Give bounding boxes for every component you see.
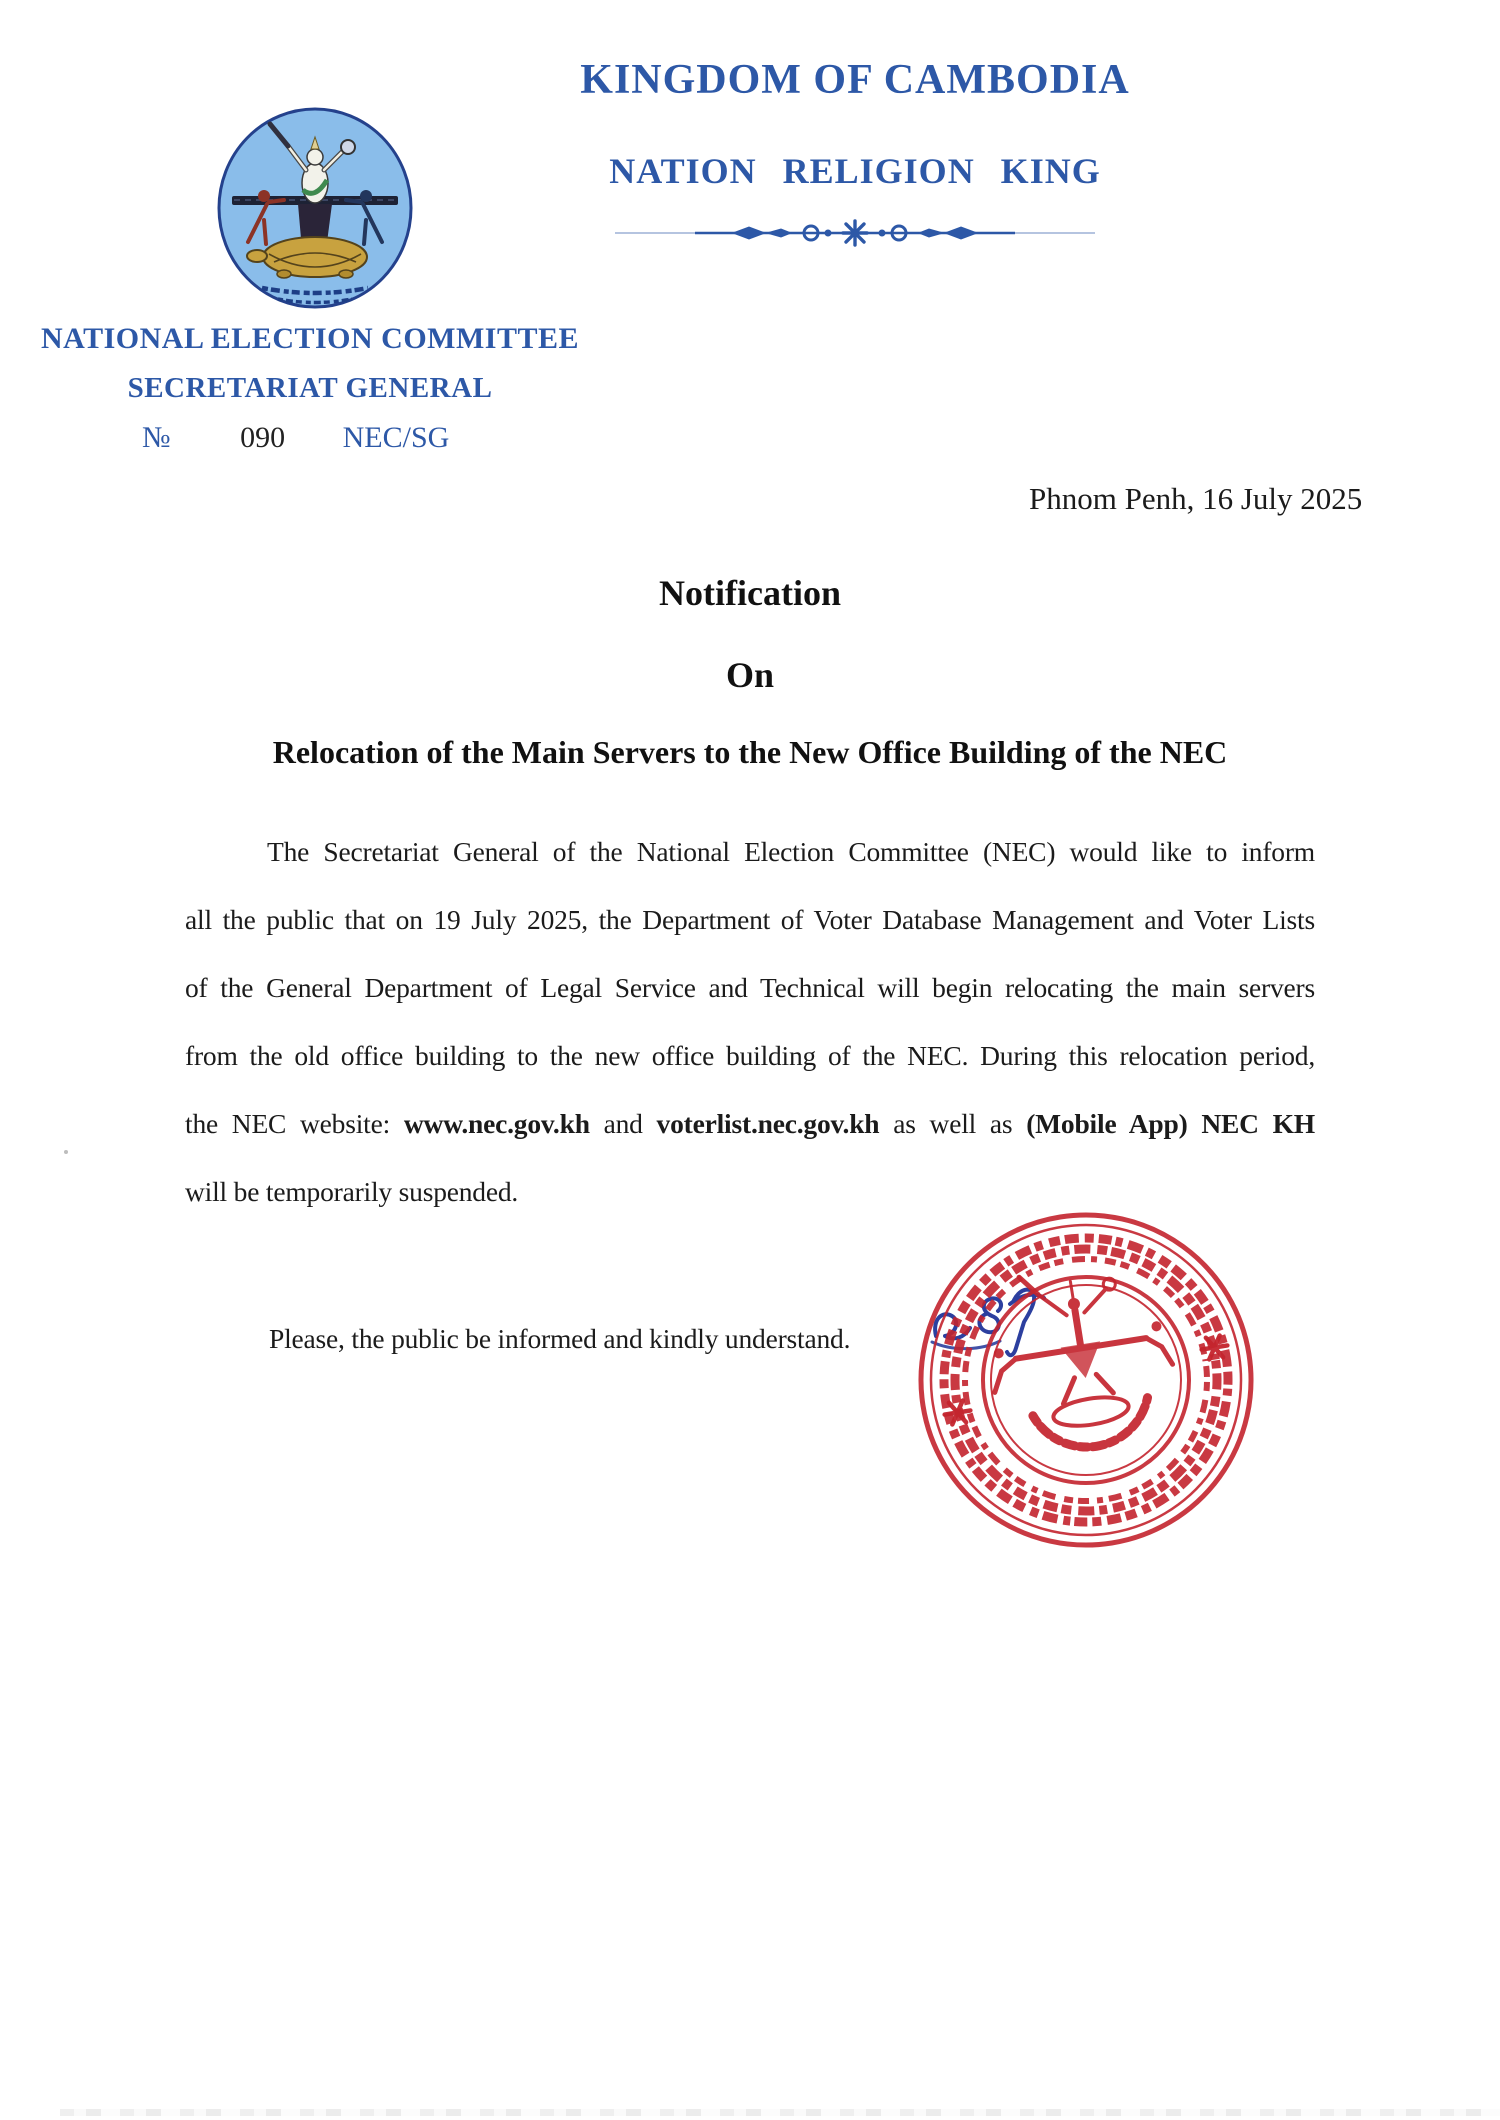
closing-line: Please, the public be informed and kindly understand. <box>269 1323 851 1354</box>
voterlist-url: voterlist.nec.gov.kh <box>656 1108 880 1139</box>
body-line-5 <box>185 1090 1315 1158</box>
org-subname: SECRETARIAT GENERAL <box>127 372 493 404</box>
org-name: NATIONAL ELECTION COMMITTEE <box>40 322 580 355</box>
website-url: www.nec.gov.kh <box>403 1108 590 1139</box>
body-line-5-seg1: the NEC website: <box>185 1108 404 1139</box>
body-line-3: of the General Department of Legal Service and Technical will begin relocating the main servers <box>185 972 1315 1003</box>
nec-emblem-icon <box>214 104 416 316</box>
ornamental-divider-icon <box>615 218 1095 248</box>
official-red-seal <box>887 1181 1285 1579</box>
body-line-5-seg5: as well as <box>879 1108 1027 1139</box>
doc-title-on: On <box>725 655 775 695</box>
body-line-2: all the public that on 19 July 2025, the Department of Voter Database Management and Voter Lists <box>185 904 1315 935</box>
scan-artifact-dot <box>64 1150 68 1154</box>
body-line-1: The Secretariat General of the National Election Committee (NEC) would like to inform <box>267 836 1315 867</box>
nec-red-seal-icon <box>887 1181 1285 1579</box>
dateline: Phnom Penh, 16 July 2025 <box>1029 481 1363 516</box>
scan-artifact-strip <box>60 2109 1500 2116</box>
body-line-5-seg3: and <box>589 1108 657 1139</box>
body-line-6: will be temporarily suspended. <box>185 1176 519 1207</box>
ref-no-symbol: № <box>142 421 171 454</box>
national-motto: NATION RELIGION KING <box>609 151 1101 191</box>
ref-number-line <box>20 421 600 455</box>
nec-emblem-logo <box>214 104 416 316</box>
doc-title-subject: Relocation of the Main Servers to the New Office Building of the NEC <box>272 734 1228 770</box>
doc-title-notification: Notification <box>659 573 841 613</box>
ornamental-divider <box>330 218 1380 253</box>
body-line-4: from the old office building to the new office building of the NEC. During this relocation period, <box>185 1040 1315 1071</box>
ref-no-value: 090 <box>240 421 286 454</box>
org-block <box>20 322 600 455</box>
kingdom-title: KINGDOM OF CAMBODIA <box>580 57 1130 103</box>
mobile-app-name: (Mobile App) NEC KH <box>1026 1108 1316 1139</box>
ref-no-suffix: NEC/SG <box>342 421 450 454</box>
